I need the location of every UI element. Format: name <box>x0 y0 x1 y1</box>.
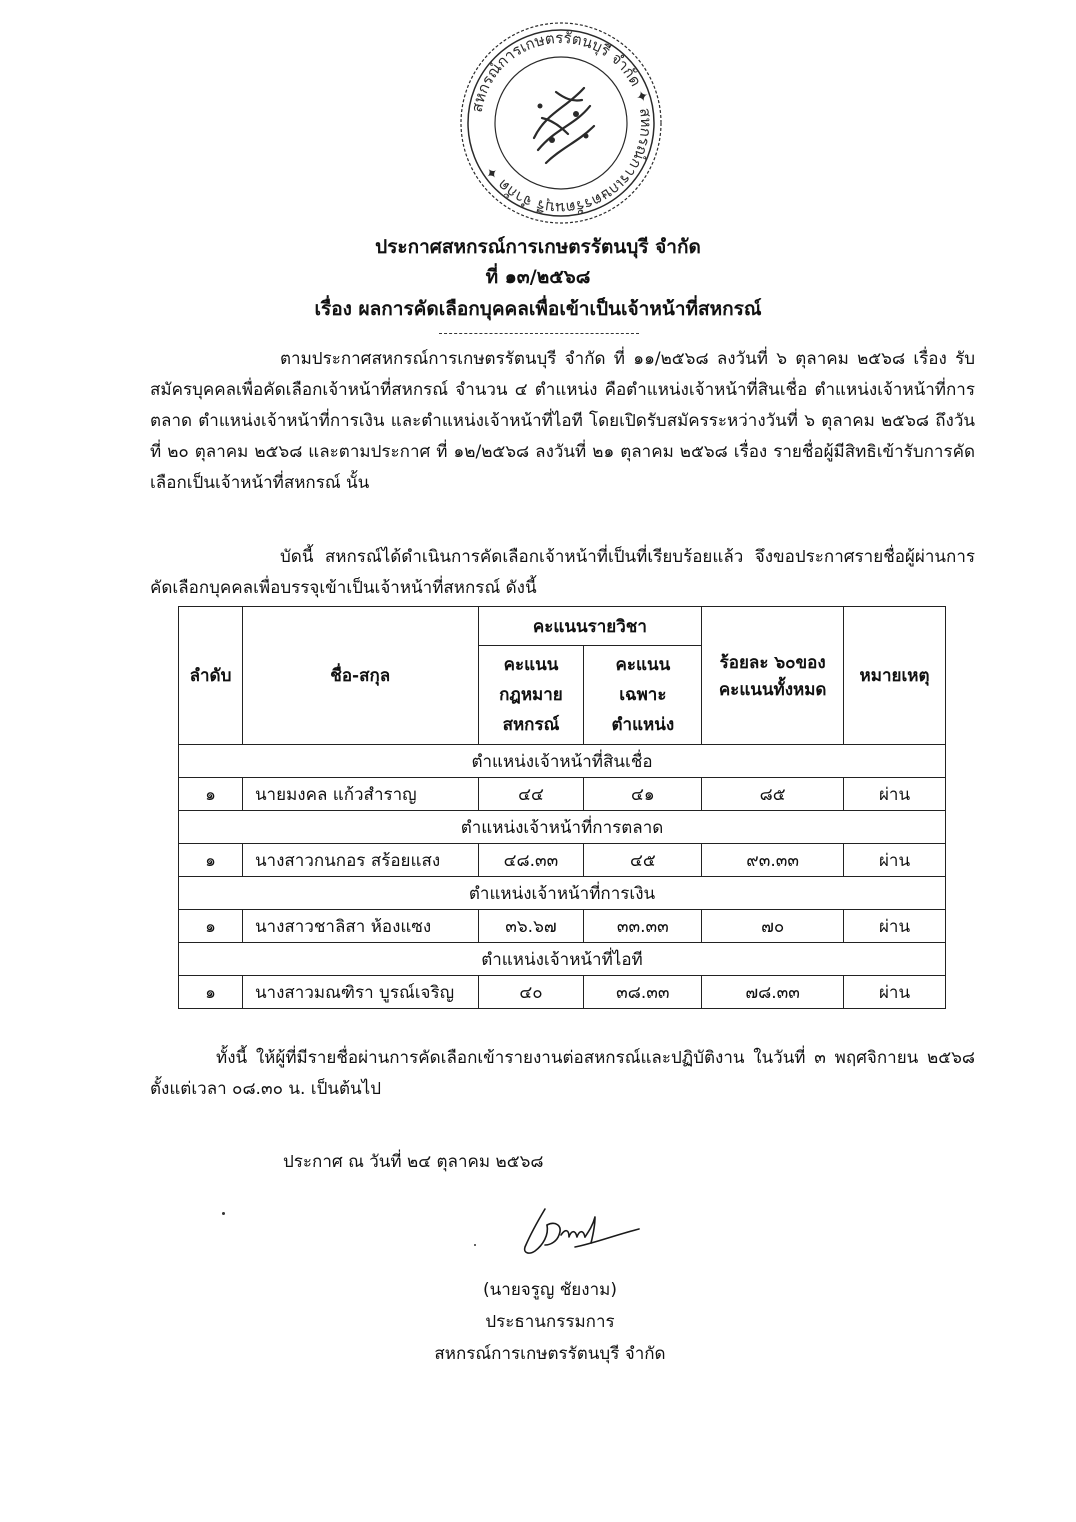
cell-total: ๗๘.๓๓ <box>702 976 844 1009</box>
cell-name: นางสาวชาลิสา ห้องแซง <box>242 910 478 943</box>
header-order: ลำดับ <box>179 607 243 745</box>
announcement-date: ประกาศ ณ วันที่ ๒๔ ตุลาคม ๒๕๖๘ <box>283 1152 544 1172</box>
header-law-line2: กฎหมาย <box>499 685 563 705</box>
closing-paragraph: ทั้งนี้ ให้ผู้ที่มีรายชื่อผ่านการคัดเลือกเข้ารายงานต่อสหกรณ์และปฏิบัติงาน ในวันที่ ๓ พฤศจิกายน ๒๕๖๘ ตั้งแต่เวลา ๐๘.๓๐ น. เป็นต้นไป <box>150 1048 975 1099</box>
cell-total: ๗๐ <box>702 910 844 943</box>
group-row-finance <box>179 877 946 910</box>
signer-title: ประธานกรรมการ <box>485 1312 615 1332</box>
svg-text:สหกรณ์การเกษตรรัตนบุรี จำกัด ✦: สหกรณ์การเกษตรรัตนบุรี จำกัด ✦ สหกรณ์การเกษตรรัตนบุรี จำกัด ✦ <box>467 28 656 218</box>
speck-mark <box>474 1244 476 1246</box>
announcement-subject: เรื่อง ผลการคัดเลือกบุคคลเพื่อเข้าเป็นเจ้าหน้าที่สหกรณ์ <box>314 298 762 320</box>
cell-order: ๑ <box>179 778 243 811</box>
cell-note: ผ่าน <box>844 778 946 811</box>
group-label: ตำแหน่งเจ้าหน้าที่การเงิน <box>179 877 946 910</box>
cell-name: นางสาวกนกอร สร้อยแสง <box>242 844 478 877</box>
header-name: ชื่อ-สกุล <box>242 607 478 745</box>
header-law-line3: สหกรณ์ <box>502 715 560 735</box>
header-subject-scores: คะแนนรายวิชา <box>478 607 702 646</box>
signature-icon <box>515 1195 645 1265</box>
group-row-marketing <box>179 811 946 844</box>
signer-name: (นายจรูญ ชัยงาม) <box>483 1280 617 1300</box>
group-label: ตำแหน่งเจ้าหน้าที่ไอที <box>179 943 946 976</box>
table-row <box>179 844 946 877</box>
group-row-credit <box>179 745 946 778</box>
cell-order: ๑ <box>179 910 243 943</box>
cell-total: ๘๕ <box>702 778 844 811</box>
cell-position-score: ๓๓.๓๓ <box>584 910 702 943</box>
body-paragraph-1: ตามประกาศสหกรณ์การเกษตรรัตนบุรี จำกัด ที่ ๑๑/๒๕๖๘ ลงวันที่ ๖ ตุลาคม ๒๕๖๘ เรื่อง รับสมัครบุคคลเพื่อคัดเลือกเจ้าหน้าที่สหกรณ์ จำนวน ๔ ตำแหน่ง คือตำแหน่งเจ้าหน้าที่สินเชื่อ ตำแหน่งเจ้าหน้าที่การตลาด ตำแหน่งเจ้าหน้าที่การเงิน และตำแหน่งเจ้าหน้าที่ไอที โดยเปิดรับสมัครระหว่างวันที่ ๖ ตุลาคม ๒๕๖๘ ถึงวันที่ ๒๐ ตุลาคม ๒๕๖๘ และตามประกาศ ที่ ๑๒/๒๕๖๘ ลงวันที่ ๒๑ ตุลาคม ๒๕๖๘ เรื่อง รายชื่อผู้มีสิทธิเข้ารับการคัดเลือกเป็นเจ้าหน้าที่สหกรณ์ นั้น <box>150 349 975 493</box>
header-law-line1: คะแนน <box>503 655 559 675</box>
cell-law-score: ๔๘.๓๓ <box>478 844 584 877</box>
cell-order: ๑ <box>179 844 243 877</box>
cell-note: ผ่าน <box>844 910 946 943</box>
cell-position-score: ๔๕ <box>584 844 702 877</box>
cell-law-score: ๔๐ <box>478 976 584 1009</box>
group-label: ตำแหน่งเจ้าหน้าที่สินเชื่อ <box>179 745 946 778</box>
cell-name: นายมงคล แก้วสำราญ <box>242 778 478 811</box>
cooperative-seal-icon <box>456 18 666 228</box>
header-pos-line1: คะแนน <box>615 655 671 675</box>
cell-name: นางสาวมณฑิรา บูรณ์เจริญ <box>242 976 478 1009</box>
table-row <box>179 910 946 943</box>
cell-order: ๑ <box>179 976 243 1009</box>
announcement-title: ประกาศสหกรณ์การเกษตรรัตนบุรี จำกัด <box>375 236 701 258</box>
cell-position-score: ๔๑ <box>584 778 702 811</box>
body-paragraph-2: บัดนี้ สหกรณ์ได้ดำเนินการคัดเลือกเจ้าหน้าที่เป็นที่เรียบร้อยแล้ว จึงขอประกาศรายชื่อผู้ผ่านการคัดเลือกบุคคลเพื่อบรรจุเข้าเป็นเจ้าหน้าที่สหกรณ์ ดังนี้ <box>150 547 975 598</box>
table-row <box>179 778 946 811</box>
table-header-row <box>179 607 946 646</box>
announcement-number: ที่ ๑๓/๒๕๖๘ <box>485 266 591 288</box>
cell-note: ผ่าน <box>844 844 946 877</box>
title-divider <box>439 333 639 334</box>
header-position-score <box>584 646 702 745</box>
speck-mark <box>222 1212 225 1215</box>
header-percent-line1: ร้อยละ ๖๐ของ <box>719 652 826 673</box>
header-percent-line2: คะแนนทั้งหมด <box>718 679 827 700</box>
cell-position-score: ๓๘.๓๓ <box>584 976 702 1009</box>
signer-organization: สหกรณ์การเกษตรรัตนบุรี จำกัด <box>434 1344 666 1364</box>
table-row <box>179 976 946 1009</box>
header-percent <box>702 607 844 745</box>
header-pos-line2: เฉพาะ <box>619 685 667 705</box>
header-pos-line3: ตำแหน่ง <box>611 715 675 735</box>
cell-total: ๙๓.๓๓ <box>702 844 844 877</box>
cell-note: ผ่าน <box>844 976 946 1009</box>
cell-law-score: ๔๔ <box>478 778 584 811</box>
cell-law-score: ๓๖.๖๗ <box>478 910 584 943</box>
header-law-score <box>478 646 584 745</box>
group-row-it <box>179 943 946 976</box>
header-note: หมายเหตุ <box>844 607 946 745</box>
results-table <box>178 606 946 1009</box>
group-label: ตำแหน่งเจ้าหน้าที่การตลาด <box>179 811 946 844</box>
